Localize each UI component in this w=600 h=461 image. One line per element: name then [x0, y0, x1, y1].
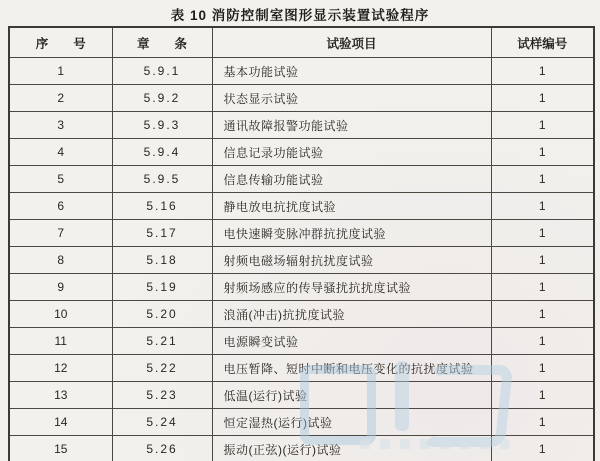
table-cell-test-item: 电源瞬变试验: [212, 328, 491, 355]
table-cell-sample: 1: [491, 58, 594, 85]
table-cell-serial: 2: [9, 85, 112, 112]
table-header-row: [9, 27, 594, 58]
table-cell-serial: 12: [9, 355, 112, 382]
table-row: [9, 85, 594, 112]
header-clause: 章 条: [112, 27, 212, 58]
table-cell-serial: 10: [9, 301, 112, 328]
table-cell-test-item: 电压暂降、短时中断和电压变化的抗扰度试验: [212, 355, 491, 382]
table-cell-test-item: 恒定湿热(运行)试验: [212, 409, 491, 436]
table-cell-test-item: 射频电磁场辐射抗扰度试验: [212, 247, 491, 274]
table-cell-serial: 6: [9, 193, 112, 220]
table-cell-serial: 7: [9, 220, 112, 247]
header-sample-number: 试样编号: [491, 27, 594, 58]
table-cell-clause: 5.21: [112, 328, 212, 355]
table-row: [9, 58, 594, 85]
table-cell-sample: 1: [491, 247, 594, 274]
table-cell-clause: 5.22: [112, 355, 212, 382]
table-row: [9, 436, 594, 461]
table-cell-test-item: 信息记录功能试验: [212, 139, 491, 166]
table-cell-test-item: 信息传输功能试验: [212, 166, 491, 193]
table-cell-clause: 5.26: [112, 436, 212, 461]
table-cell-clause: 5.9.5: [112, 166, 212, 193]
table-body: [9, 58, 594, 461]
table-cell-sample: 1: [491, 436, 594, 461]
table-cell-clause: 5.9.3: [112, 112, 212, 139]
table-cell-serial: 14: [9, 409, 112, 436]
table-row: [9, 112, 594, 139]
table-row: [9, 139, 594, 166]
table-cell-serial: 4: [9, 139, 112, 166]
table-row: [9, 301, 594, 328]
table-row: [9, 409, 594, 436]
table-row: [9, 355, 594, 382]
table-row: [9, 220, 594, 247]
test-procedure-table: [8, 26, 595, 461]
table-cell-sample: 1: [491, 274, 594, 301]
table-row: [9, 274, 594, 301]
table-cell-clause: 5.9.2: [112, 85, 212, 112]
table-cell-test-item: 低温(运行)试验: [212, 382, 491, 409]
table-cell-serial: 1: [9, 58, 112, 85]
table-cell-serial: 13: [9, 382, 112, 409]
table-cell-test-item: 状态显示试验: [212, 85, 491, 112]
header-test-item: 试验项目: [212, 27, 491, 58]
table-cell-sample: 1: [491, 409, 594, 436]
table-cell-sample: 1: [491, 301, 594, 328]
table-cell-sample: 1: [491, 382, 594, 409]
table-cell-clause: 5.17: [112, 220, 212, 247]
table-title: 表 10 消防控制室图形显示装置试验程序: [170, 8, 430, 23]
table-cell-sample: 1: [491, 85, 594, 112]
table-cell-clause: 5.24: [112, 409, 212, 436]
table-cell-clause: 5.20: [112, 301, 212, 328]
table-cell-sample: 1: [491, 355, 594, 382]
table-cell-test-item: 通讯故障报警功能试验: [212, 112, 491, 139]
table-row: [9, 328, 594, 355]
table-row: [9, 247, 594, 274]
table-cell-serial: 3: [9, 112, 112, 139]
table-cell-sample: 1: [491, 220, 594, 247]
table-cell-test-item: 振动(正弦)(运行)试验: [212, 436, 491, 461]
table-cell-clause: 5.23: [112, 382, 212, 409]
table-cell-test-item: 浪涌(冲击)抗扰度试验: [212, 301, 491, 328]
table-cell-sample: 1: [491, 112, 594, 139]
table-cell-serial: 9: [9, 274, 112, 301]
table-row: [9, 166, 594, 193]
table-cell-clause: 5.9.4: [112, 139, 212, 166]
table-cell-sample: 1: [491, 166, 594, 193]
table-cell-serial: 5: [9, 166, 112, 193]
table-cell-test-item: 射频场感应的传导骚扰抗扰度试验: [212, 274, 491, 301]
table-cell-clause: 5.9.1: [112, 58, 212, 85]
table-cell-sample: 1: [491, 193, 594, 220]
table-cell-clause: 5.16: [112, 193, 212, 220]
header-serial-number: 序 号: [9, 27, 112, 58]
table-cell-test-item: 电快速瞬变脉冲群抗扰度试验: [212, 220, 491, 247]
table-cell-test-item: 基本功能试验: [212, 58, 491, 85]
table-row: [9, 382, 594, 409]
table-cell-clause: 5.19: [112, 274, 212, 301]
table-cell-sample: 1: [491, 139, 594, 166]
table-cell-serial: 15: [9, 436, 112, 461]
table-cell-serial: 11: [9, 328, 112, 355]
table-cell-clause: 5.18: [112, 247, 212, 274]
table-cell-serial: 8: [9, 247, 112, 274]
table-cell-test-item: 静电放电抗扰度试验: [212, 193, 491, 220]
table-row: [9, 193, 594, 220]
table-cell-sample: 1: [491, 328, 594, 355]
